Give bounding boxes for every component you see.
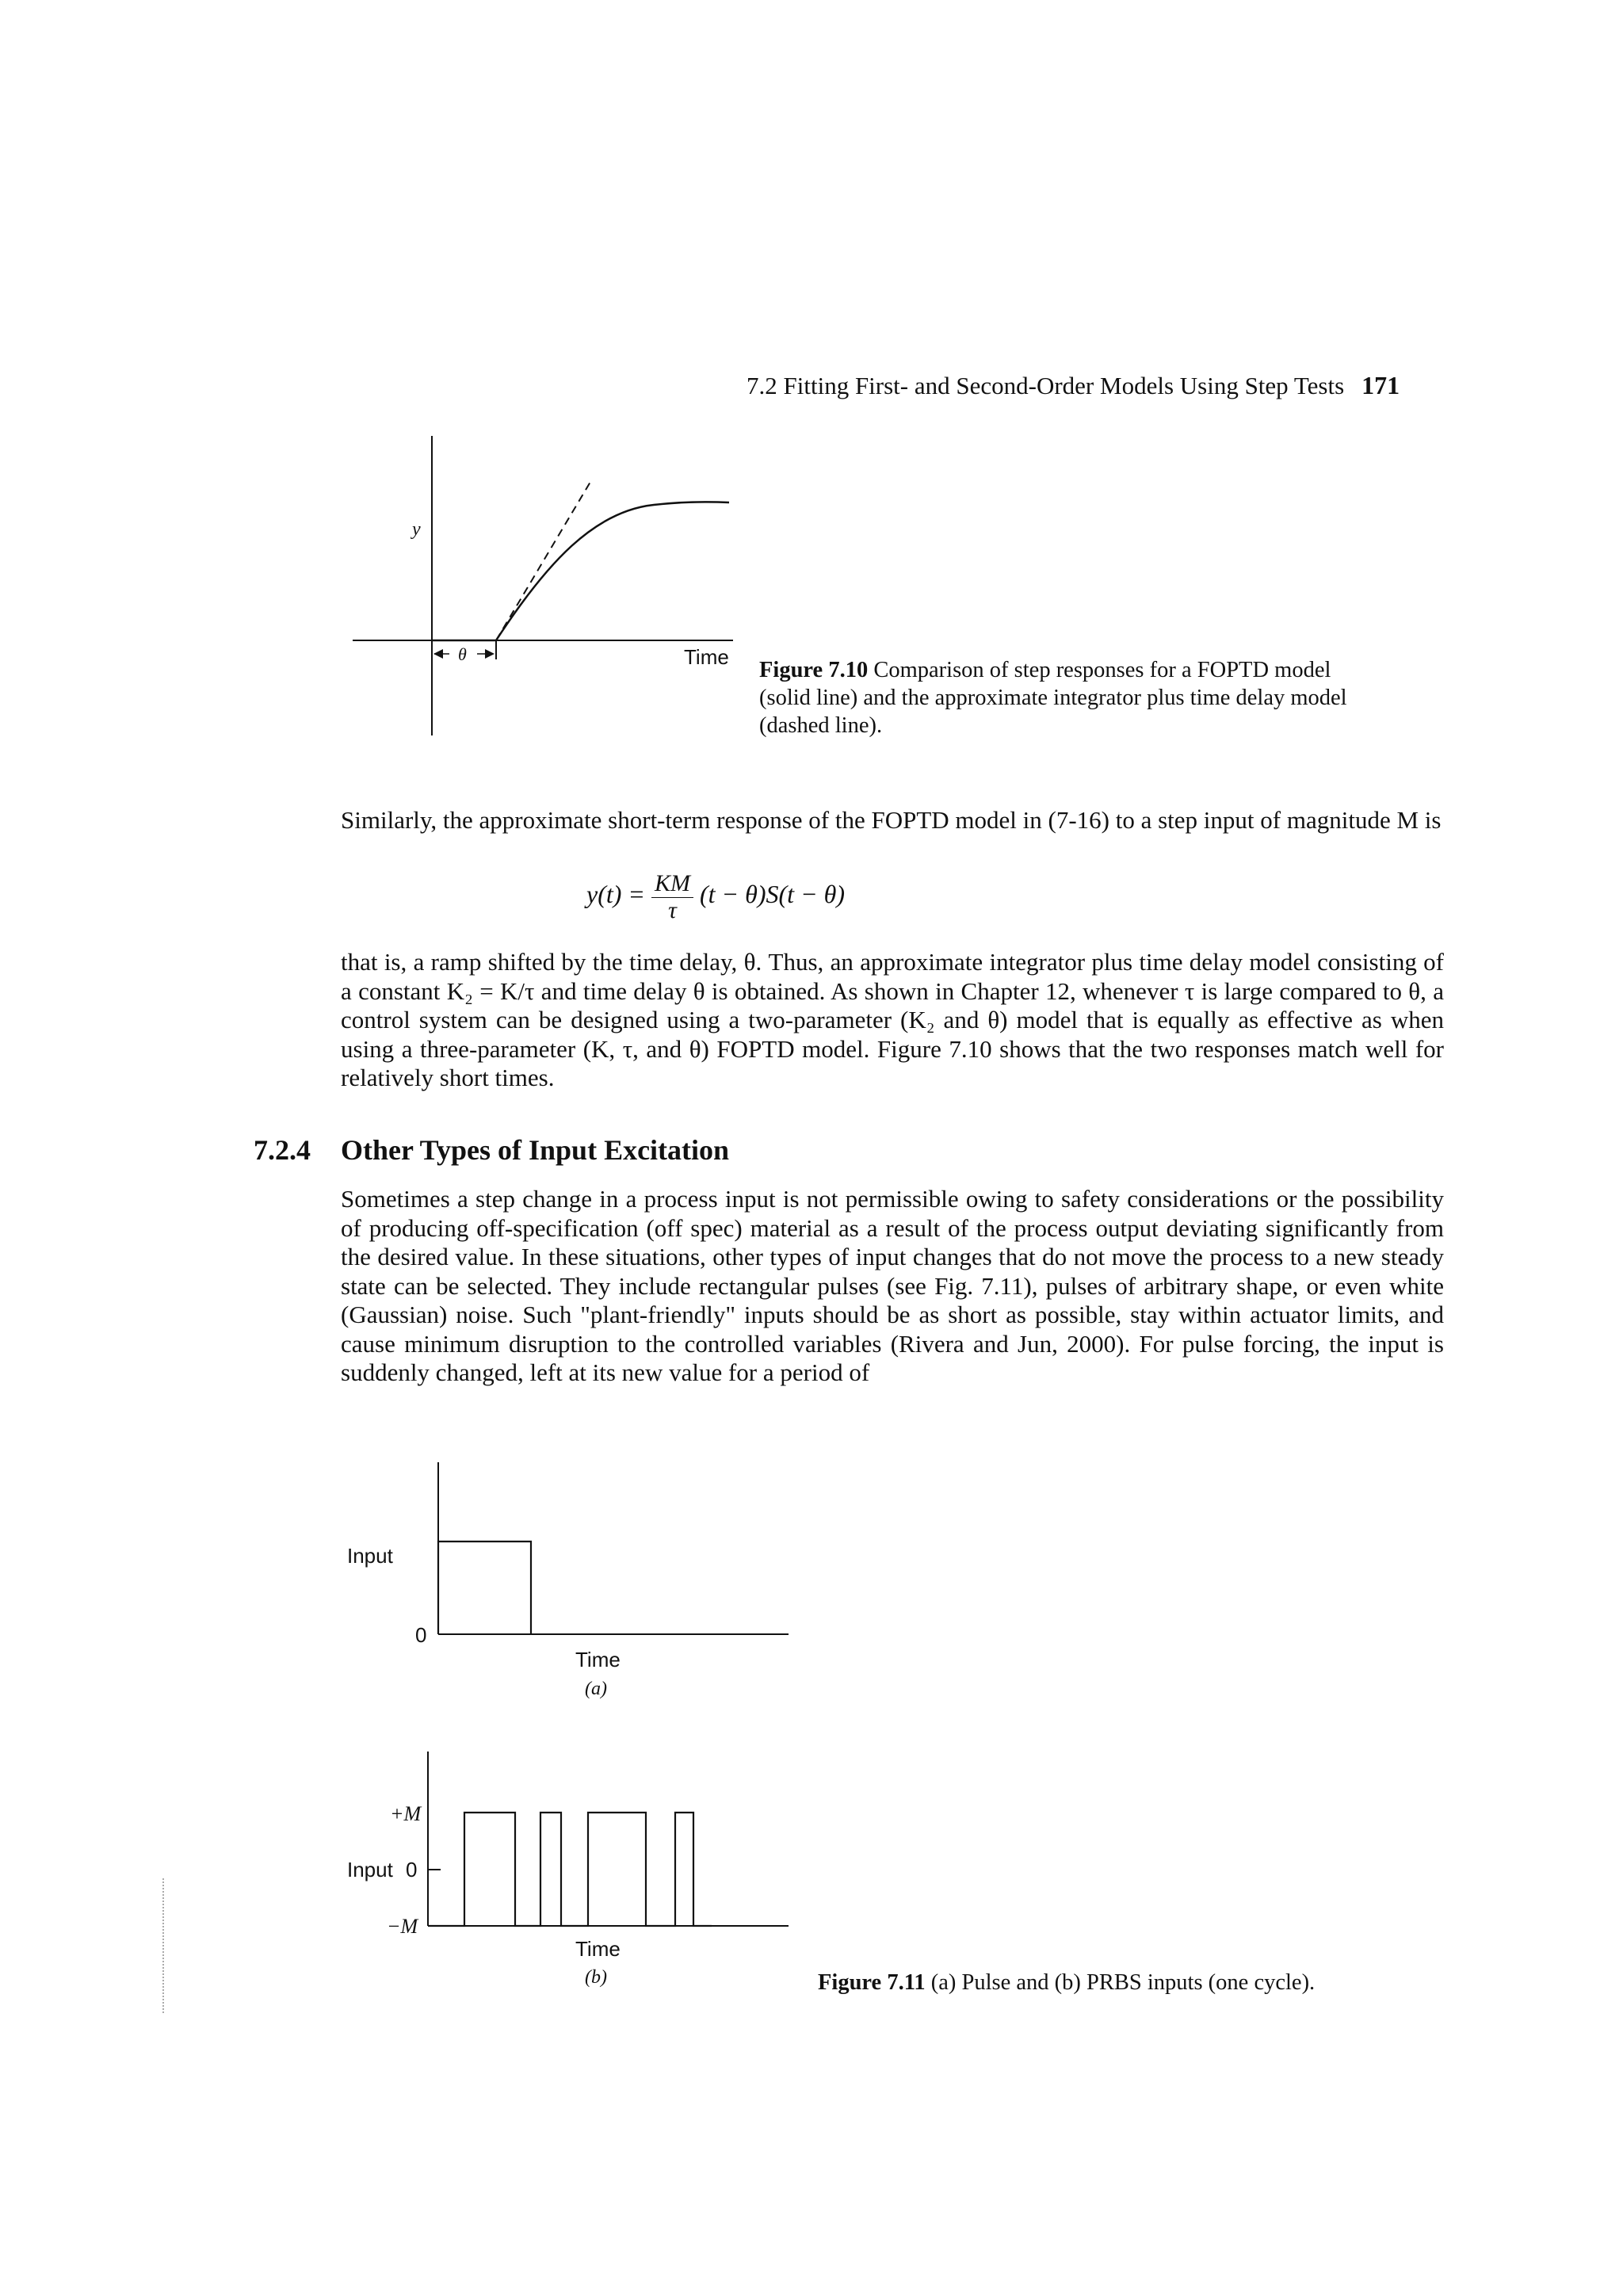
paragraph-1: [341, 806, 1444, 835]
fig711b-sub-label: (b): [585, 1967, 607, 1988]
fig711a-y-label: Input: [347, 1544, 393, 1568]
figure-7-11-caption-text: (a) Pulse and (b) PRBS inputs (one cycle).: [930, 1970, 1316, 1995]
figure-7-11-caption-label: Figure 7.11: [818, 1970, 926, 1995]
figure-7-11-caption: [818, 1969, 1436, 1996]
fig711b-zero-label: 0: [406, 1858, 418, 1881]
equation-ramp-response: [586, 870, 845, 923]
fig711b-plus-label: +M: [390, 1802, 422, 1825]
paragraph-2: [341, 948, 1444, 1093]
figure-7-10: [341, 436, 753, 737]
equation-fraction: [651, 870, 693, 923]
figure-7-10-caption: [759, 656, 1349, 739]
pulse-signal: [438, 1541, 531, 1634]
equation-denominator: τ: [668, 897, 677, 923]
equation-numerator: KM: [651, 870, 693, 898]
fig711a-zero-label: 0: [415, 1623, 427, 1647]
delay-label: θ: [458, 644, 467, 664]
fopt-response-curve: [432, 502, 729, 640]
fig710-x-label: Time: [684, 645, 729, 669]
section-number: 7.2.4: [254, 1134, 311, 1166]
paragraph-3-text: Sometimes a step change in a process input is not permissible owing to safety considerations or the possibility of producing off-specification (off spec) material as a result of the process output deviating significantly from the desired value. In these situations, other types of input changes that do not move the process to a new steady state can be selected. They include rectangular pulses (see Fig. 7.11), pulses of arbitrary shape, or even white (Gaussian) noise. Such "plant-friendly" inputs should be as short as possible, stay within actuator limits, and cause minimum disruption to the controlled variables (Rivera and Jun, 2000). For pulse forcing, the input is suddenly changed, left at its new value for a period of: [341, 1185, 1444, 1386]
paragraph-3: [341, 1185, 1444, 1388]
fig711a-x-label: Time: [575, 1648, 621, 1671]
equation-rhs: (t − θ)S(t − θ): [700, 879, 846, 908]
scan-gutter-mark: [162, 1878, 166, 2013]
figure-7-10-caption-label: Figure 7.10: [759, 658, 869, 682]
delay-arrowhead-left: [433, 649, 443, 659]
figure-7-10-caption-text: Comparison of step responses for a FOPTD model (solid line) and the approximate integrator plus time delay model (dashed line).: [759, 658, 1347, 738]
fig711a-sub-label: (a): [585, 1679, 607, 1699]
fig710-y-label: y: [412, 519, 421, 540]
figure-7-11a: [333, 1458, 808, 1712]
fig711b-x-label: Time: [575, 1937, 621, 1961]
fig711b-y-label: Input: [347, 1858, 393, 1881]
paragraph-2-text: that is, a ramp shifted by the time delay, θ. Thus, an approximate integrator plus time delay model consisting of a constant K₂ = K/τ and time delay θ is obtained. As shown in Chapter 12, whenever τ is large compared to θ, a control system can be designed using a two-parameter (K₂ and θ) model that is equally as effective as when using a three-parameter (K, τ, and θ) FOPTD model. Figure 7.10 shows that the two responses match well for relatively short times.: [341, 948, 1444, 1091]
equation-lhs: y(t) =: [586, 879, 645, 908]
prbs-signal: [428, 1813, 712, 1926]
integrator-ramp-dashed: [496, 482, 590, 640]
running-title: 7.2 Fitting First- and Second-Order Models Using Step Tests: [747, 372, 1345, 399]
figure-7-11b: [333, 1748, 808, 2001]
delay-arrowhead-right: [485, 649, 495, 659]
page-number: 171: [1361, 371, 1400, 399]
section-title: Other Types of Input Excitation: [341, 1134, 730, 1166]
running-header: [747, 371, 1444, 400]
paragraph-1-text: Similarly, the approximate short-term response of the FOPTD model in (7-16) to a step input of magnitude M is: [341, 806, 1442, 834]
fig711b-minus-label: −M: [387, 1915, 418, 1938]
